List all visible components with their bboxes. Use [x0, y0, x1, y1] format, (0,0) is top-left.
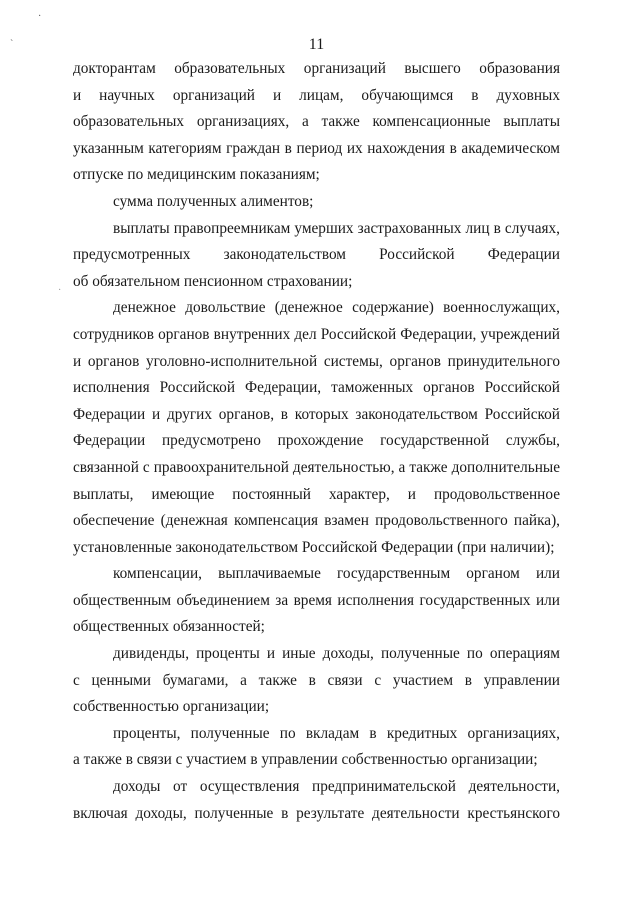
text-line: выплаты, имеющие постоянный характер, и продовольственное	[73, 485, 560, 503]
text-line: Федерации предусмотрено прохождение государственной службы,	[73, 432, 560, 450]
scan-speck: `	[10, 39, 14, 50]
text-line: отпуске по медицинским показаниям;	[73, 166, 320, 184]
text-line: дивиденды, проценты и иные доходы, полученные по операциям	[113, 645, 560, 663]
text-line: сумма полученных алиментов;	[113, 192, 314, 210]
text-line: сотрудников органов внутренних дел Российской Федерации, учреждений	[73, 325, 560, 343]
text-line: Федерации и других органов, в которых законодательством Российской	[73, 405, 560, 423]
text-line: общественным объединением за время исполнения государственных или	[73, 591, 560, 609]
text-line: выплаты правопреемникам умерших застрахованных лиц в случаях,	[113, 219, 560, 237]
text-line: проценты, полученные по вкладам в кредитных организациях,	[113, 724, 560, 742]
text-line: и органов уголовно-исполнительной системы, органов принудительного	[73, 352, 560, 370]
text-line: докторантам образовательных организаций высшего образования	[73, 60, 560, 77]
text-line: с ценными бумагами, а также в связи с участием в управлении	[73, 671, 560, 689]
text-line: компенсации, выплачиваемые государственным органом или	[113, 565, 560, 583]
scan-speck: ·	[58, 285, 62, 296]
text-line: доходы от осуществления предпринимательской деятельности,	[113, 778, 560, 796]
text-line: собственностью организации;	[73, 698, 270, 716]
text-line: а также в связи с участием в управлении собственностью организации;	[73, 751, 538, 769]
text-line: общественных обязанностей;	[73, 618, 265, 636]
text-line: образовательных организациях, а также компенсационные выплаты	[73, 113, 560, 131]
text-line: связанной с правоохранительной деятельностью, а также дополнительные	[73, 458, 560, 476]
text-line: и научных организаций и лицам, обучающимся в духовных	[73, 86, 560, 104]
text-line: исполнения Российской Федерации, таможенных органов Российской	[73, 379, 560, 397]
text-line: предусмотренных законодательством Российской Федерации	[73, 246, 560, 264]
text-line: денежное довольствие (денежное содержание) военнослужащих,	[113, 299, 560, 317]
scan-speck: ·	[38, 11, 42, 22]
body-text	[73, 59, 560, 830]
text-line: установленные законодательством Российской Федерации (при наличии);	[73, 538, 555, 556]
page-number: 11	[308, 36, 325, 53]
text-line: об обязательном пенсионном страховании;	[73, 272, 353, 290]
text-line: указанным категориям граждан в период их нахождения в академическом	[73, 139, 560, 157]
text-line: включая доходы, полученные в результате деятельности крестьянского	[73, 804, 560, 822]
text-line: обеспечение (денежная компенсация взамен продовольственного пайка),	[73, 512, 560, 530]
